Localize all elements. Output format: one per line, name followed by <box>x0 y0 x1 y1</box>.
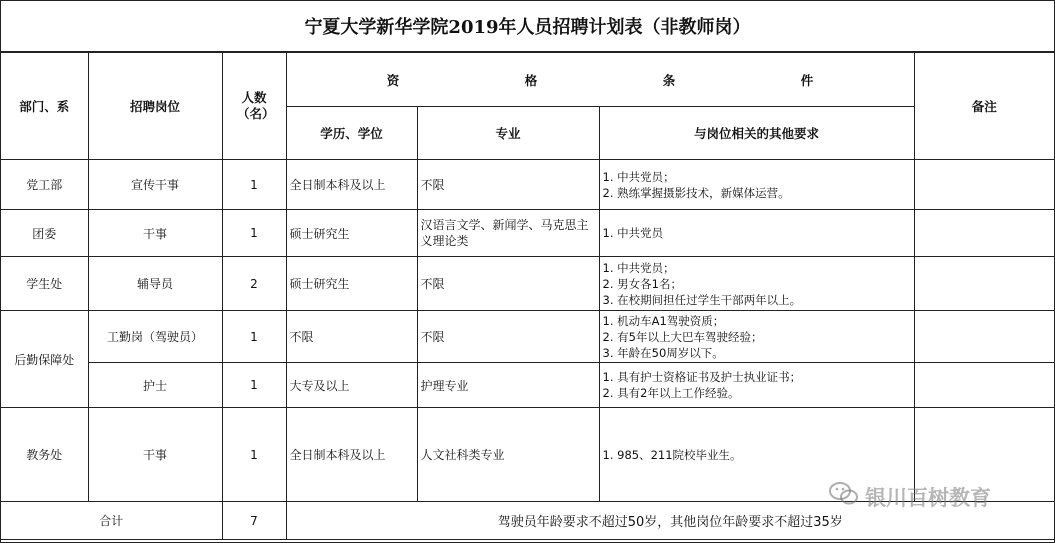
header-other-requirements: 与岗位相关的其他要求 <box>599 107 914 160</box>
table-row <box>1 160 1054 210</box>
cell-position: 干事 <box>88 408 222 502</box>
page-title: 宁夏大学新华学院2019年人员招聘计划表（非教师岗） <box>1 1 1054 52</box>
requirement-line: 1. 中共党员； <box>602 260 675 275</box>
cell-remark <box>914 210 1054 257</box>
cell-count: 1 <box>222 363 286 408</box>
cell-position: 辅导员 <box>88 257 222 311</box>
cell-dept: 团委 <box>1 210 88 257</box>
header-count <box>222 53 286 160</box>
cell-other-requirements <box>599 311 914 363</box>
cell-remark <box>914 160 1054 210</box>
cell-other-requirements <box>599 160 914 210</box>
cell-education: 全日制本科及以上 <box>286 160 417 210</box>
requirement-line: 3. 在校期间担任过学生干部两年以上。 <box>602 292 802 307</box>
header-major: 专业 <box>417 107 599 160</box>
cell-remark <box>914 363 1054 408</box>
qualification-char-2: 格 <box>524 72 538 88</box>
table-row <box>1 363 1054 408</box>
cell-other-requirements <box>599 210 914 257</box>
qualification-char-3: 条 <box>662 72 676 88</box>
cell-count: 1 <box>222 210 286 257</box>
watermark <box>829 481 991 512</box>
cell-count: 1 <box>222 160 286 210</box>
requirement-line: 1. 具有护士资格证书及护士执业证书； <box>602 370 802 384</box>
cell-major: 人文社科类专业 <box>417 408 599 502</box>
total-label: 合计 <box>1 502 222 540</box>
requirement-line: 2. 熟练掌握摄影技术，新媒体运营。 <box>602 185 790 200</box>
table-row <box>1 311 1054 363</box>
cell-dept: 党工部 <box>1 160 88 210</box>
requirement-line: 3. 年龄在50周岁以下。 <box>602 345 724 360</box>
cell-count: 2 <box>222 257 286 311</box>
cell-major: 不限 <box>417 160 599 210</box>
wechat-icon <box>829 481 865 512</box>
cell-position: 护士 <box>88 363 222 408</box>
recruitment-table <box>1 52 1054 540</box>
cell-other-requirements <box>599 363 914 408</box>
requirement-line: 2. 有5年以上大巴车驾驶经验； <box>602 329 763 344</box>
cell-major: 汉语言文学、新闻学、马克思主义理论类 <box>417 210 599 257</box>
header-education: 学历、学位 <box>286 107 417 160</box>
cell-dept: 学生处 <box>1 257 88 311</box>
cell-education: 硕士研究生 <box>286 210 417 257</box>
header-dept: 部门、系 <box>1 53 88 160</box>
requirement-line: 1. 机动车A1驾驶资质； <box>602 313 725 328</box>
cell-education: 硕士研究生 <box>286 257 417 311</box>
cell-education: 全日制本科及以上 <box>286 408 417 502</box>
cell-remark <box>914 311 1054 363</box>
requirement-line: 1. 985、211院校毕业生。 <box>602 447 742 462</box>
qualification-char-1: 资 <box>386 72 400 88</box>
total-count: 7 <box>222 502 286 540</box>
table-row <box>1 210 1054 257</box>
cell-count: 1 <box>222 311 286 363</box>
cell-position: 干事 <box>88 210 222 257</box>
cell-education: 不限 <box>286 311 417 363</box>
cell-count: 1 <box>222 408 286 502</box>
header-remark: 备注 <box>914 53 1054 160</box>
cell-remark <box>914 257 1054 311</box>
requirement-line: 2. 具有2年以上工作经验。 <box>602 386 740 400</box>
header-position: 招聘岗位 <box>88 53 222 160</box>
cell-position: 工勤岗（驾驶员） <box>88 311 222 363</box>
header-qualification-group <box>286 53 914 107</box>
cell-major: 护理专业 <box>417 363 599 408</box>
header-count-label: 人数（名） <box>237 90 275 121</box>
cell-major: 不限 <box>417 257 599 311</box>
table-row <box>1 257 1054 311</box>
cell-dept: 教务处 <box>1 408 88 502</box>
requirement-line: 1. 中共党员； <box>602 169 675 184</box>
cell-major: 不限 <box>417 311 599 363</box>
cell-position: 宣传干事 <box>88 160 222 210</box>
cell-dept: 后勤保障处 <box>1 311 88 408</box>
cell-education: 大专及以上 <box>286 363 417 408</box>
requirement-line: 2. 男女各1名； <box>602 276 682 291</box>
header-row-1 <box>1 53 1054 107</box>
total-note: 驾驶员年龄要求不超过50岁，其他岗位年龄要求不超过35岁 <box>286 502 1054 540</box>
cell-other-requirements <box>599 257 914 311</box>
requirement-line: 1. 中共党员 <box>602 226 664 240</box>
qualification-char-4: 件 <box>800 72 814 88</box>
watermark-text: 银川百树教育 <box>865 485 991 510</box>
